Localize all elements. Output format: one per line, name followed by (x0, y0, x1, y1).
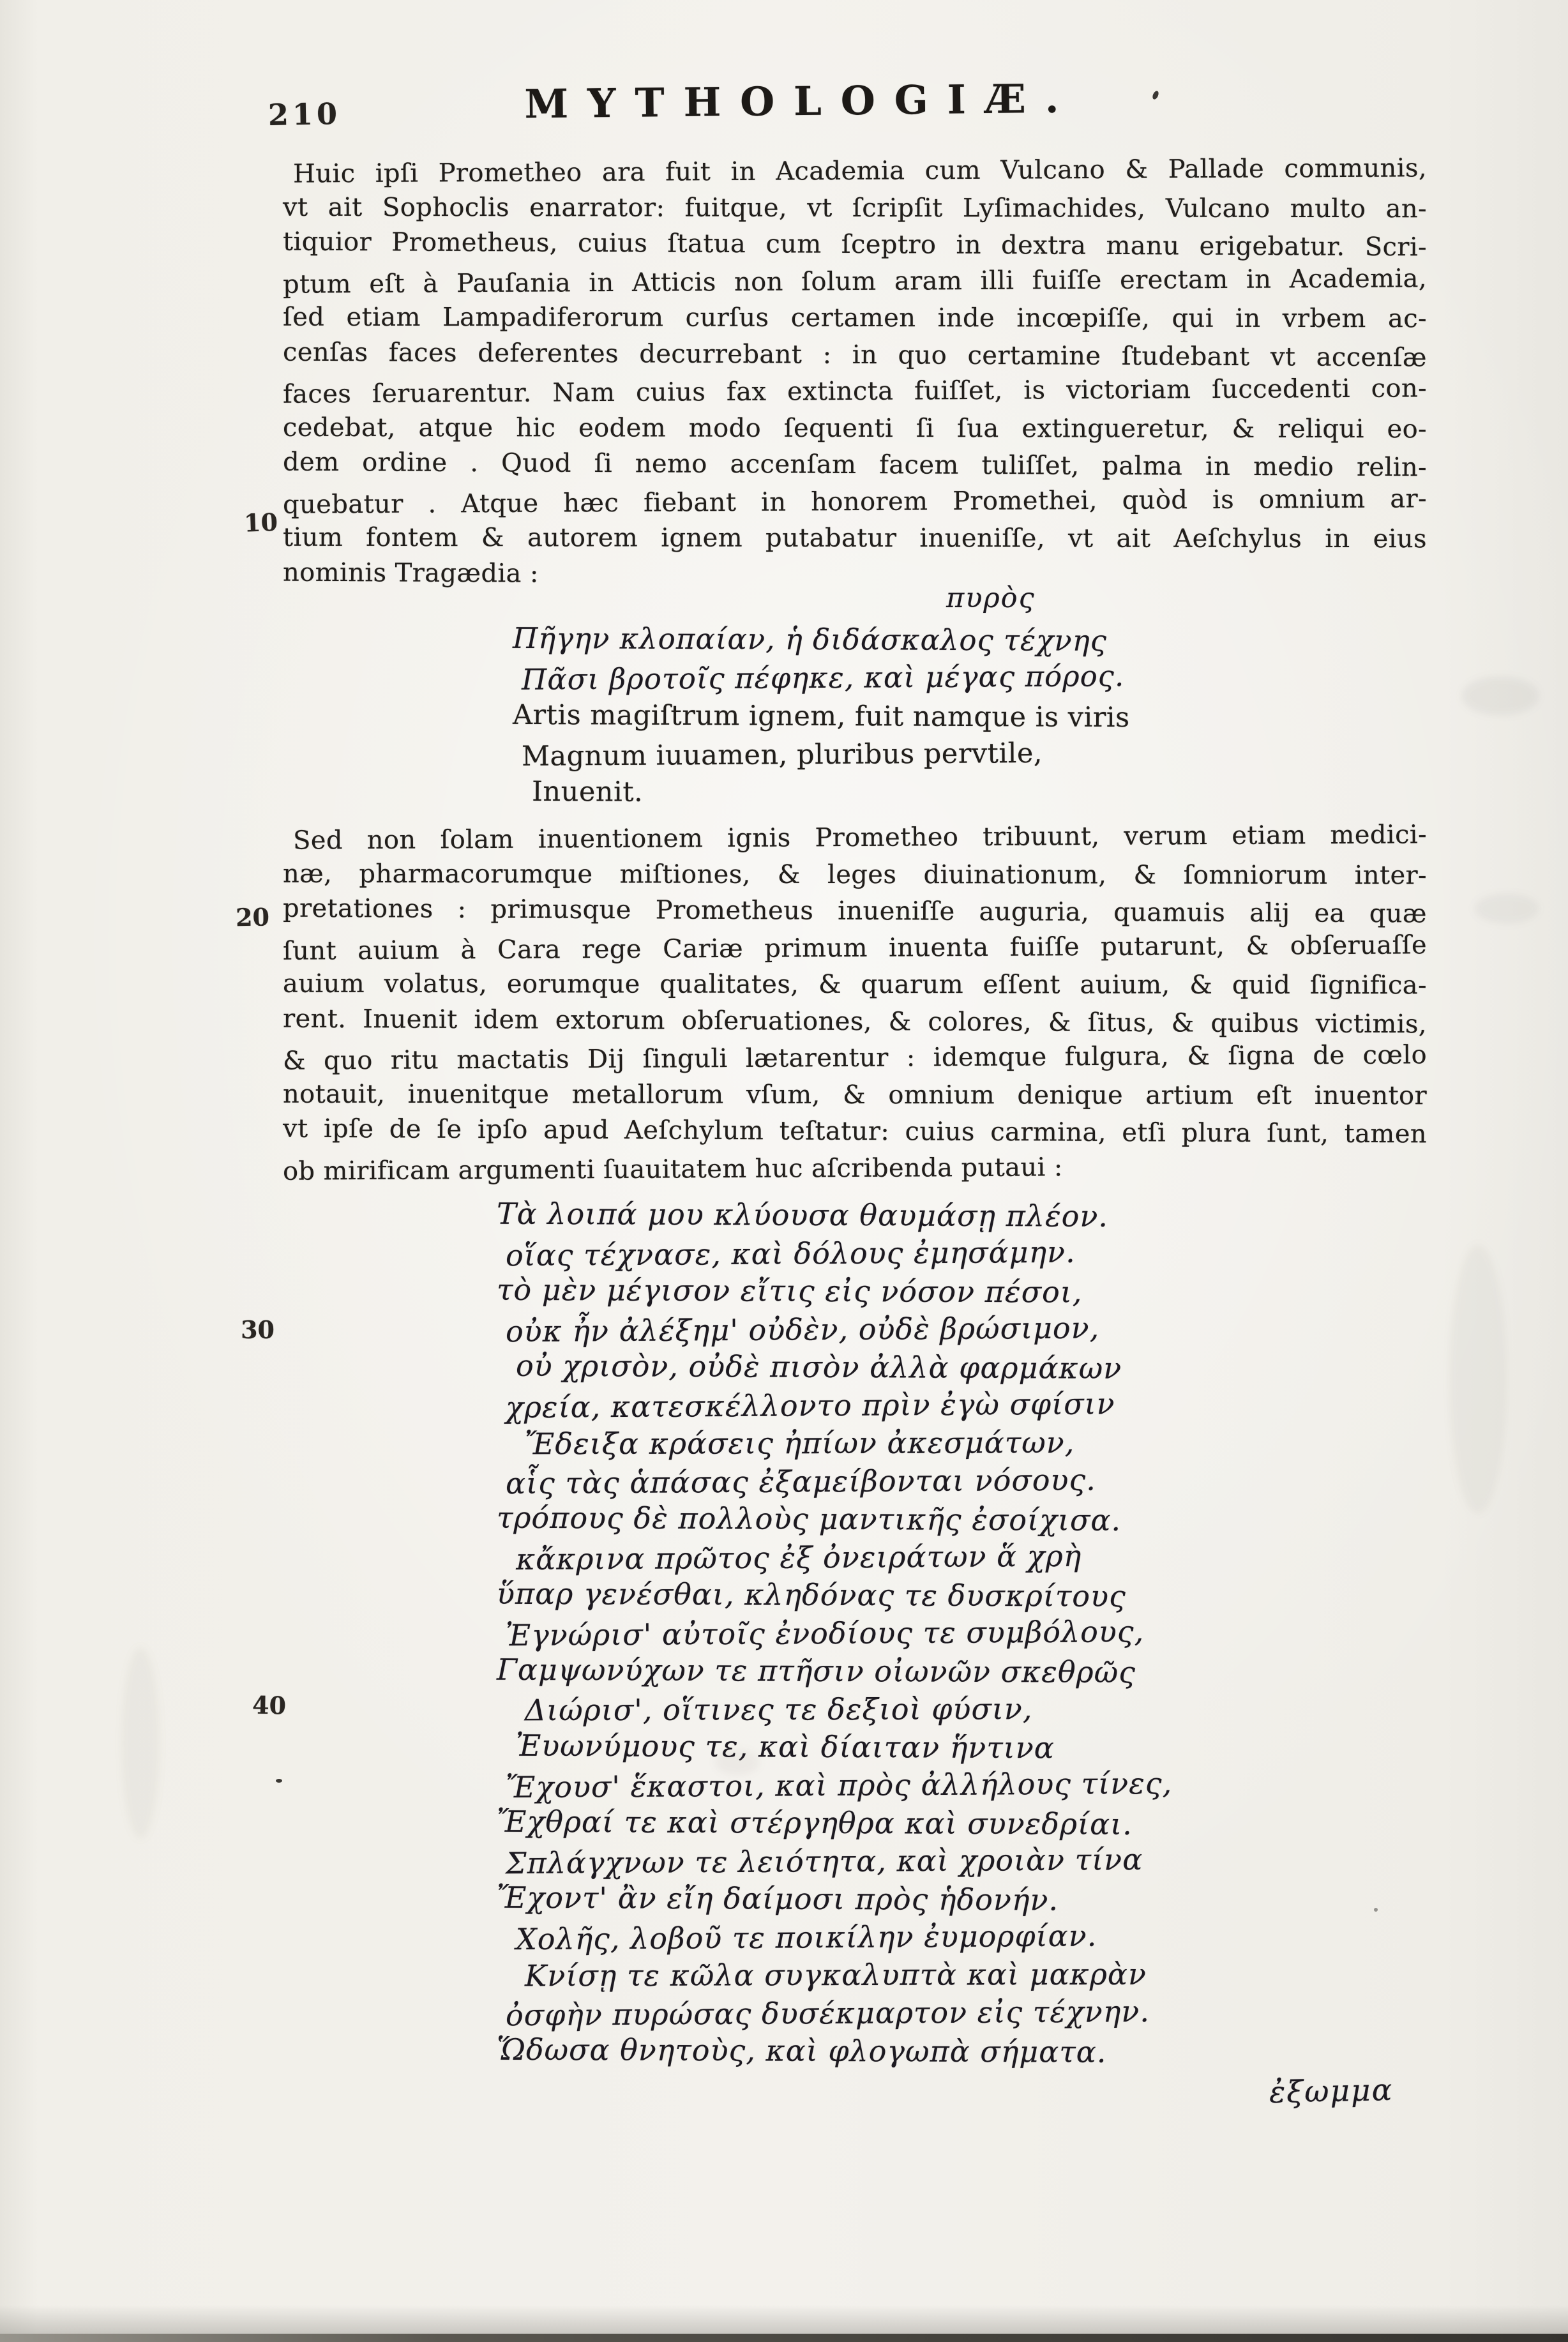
latin-paragraph-1 (283, 153, 1427, 594)
ink-speck (1151, 90, 1159, 100)
text-line: Χολῆς, λοβοῦ τε ποικίλην ἐυμορφίαν. (515, 1918, 1097, 1956)
text-line: Πῆγην κλοπαίαν, ἡ διδάσκαλος τέχνης (512, 621, 1107, 658)
text-line: Inuenit. (531, 775, 644, 808)
text-line: Ἔχουσ' ἕκαστοι, καὶ πρὸς ἀλλήλους τίνες, (505, 1765, 1173, 1804)
text-line: ὕπαρ γενέσθαι, κληδόνας τε δυσκρίτους (496, 1576, 1126, 1613)
bleedthrough-smudge (1449, 1245, 1507, 1513)
text-line: & quo ritu mactatis Dij ſinguli lætarentur : idemque fulgura, & ſigna de cœlo (282, 1040, 1428, 1076)
text-line: ſed etiam Lampadiferorum curſus certamen inde incœpiſſe, qui in vrbem ac- (282, 302, 1428, 334)
text-line: rent. Inuenit idem extorum obſeruationes, & colores, & ſitus, & quibus victimis, (282, 1004, 1428, 1039)
text-line: dem ordine . Quod ſi nemo accenſam facem tuliſſet, palma in medio relin- (282, 447, 1428, 483)
text-line: Διώρισ', οἵτινες τε δεξιοὶ φύσιν, (524, 1691, 1033, 1727)
margin-line-number-40: 40 (252, 1690, 287, 1720)
text-line: nominis Tragædia : (282, 557, 539, 589)
ink-speck (276, 1779, 282, 1783)
text-line: Σπλάγχνων τε λειότητα, καὶ χροιὰν τίνα (505, 1841, 1143, 1880)
text-line: οὐκ ἦν ἀλέξημ' οὐδὲν, οὐδὲ βρώσιμον, (505, 1310, 1100, 1349)
bleedthrough-smudge (1475, 894, 1539, 923)
text-line: cedebat, atque hic eodem modo ſequenti ſi ſua extingueretur, & reliqui eo- (282, 412, 1428, 444)
scan-edge (0, 2334, 1568, 2342)
aeschylus-quote-short (513, 621, 1130, 812)
text-line: τρόπους δὲ πολλοὺς μαντικῆς ἐσοίχισα. (496, 1500, 1122, 1537)
aeschylus-quote-long (497, 1197, 1172, 2071)
text-line: ptum eſt à Pauſania in Atticis non ſolum aram illi fuiſſe erectam in Academia, (282, 263, 1428, 299)
ink-speck (1374, 1908, 1378, 1912)
text-line: cenſas faces deferentes decurrebant : in quo certamine ſtudebant vt accenſæ (282, 337, 1428, 372)
text-line: Ἐυωνύμους τε, καὶ δίαιταν ἥντινα (515, 1728, 1055, 1765)
text-line: vt ipſe de ſe ipſo apud Aeſchylum teſtatur: cuius carmina, etſi plura ſunt, tamen (282, 1114, 1428, 1149)
text-line: Πᾶσι βροτοῖς πέφηκε, καὶ μέγας πόρος. (521, 659, 1125, 697)
text-line: quebatur . Atque hæc fiebant in honorem Promethei, quòd is omnium ar- (282, 483, 1428, 520)
text-line: Ἔχθραί τε καὶ στέργηθρα καὶ συνεδρίαι. (496, 1804, 1133, 1842)
text-line: Ἔχοντ' ἂν εἴη δαίμοσι πρὸς ἡδονήν. (496, 1880, 1059, 1917)
text-line: τὸ μὲν μέγισον εἴτις εἰς νόσον πέσοι, (496, 1272, 1083, 1310)
text-line: tium fontem & autorem ignem putabatur inueniſſe, vt ait Aeſchylus in eius (282, 522, 1428, 554)
text-line: Magnum iuuamen, pluribus pervtile, (521, 737, 1043, 773)
text-line: ὀσφὴν πυρώσας δυσέκμαρτον εἰς τέχνην. (505, 1993, 1150, 2032)
text-line: ſunt auium à Cara rege Cariæ primum inuenta fuiſſe putarunt, & obſeruaſſe (282, 930, 1428, 966)
text-line: χρεία, κατεσκέλλοντο πρὶν ἐγὼ σφίσιν (505, 1386, 1115, 1424)
text-line: Artis magiſtrum ignem, fuit namque is viris (512, 699, 1130, 734)
text-line: Τὰ λοιπά μου κλύουσα θαυμάσῃ πλέον. (496, 1196, 1109, 1234)
margin-line-number-20: 20 (235, 902, 270, 932)
text-line: Κνίσῃ τε κῶλα συγκαλυπτὰ καὶ μακρὰν (524, 1956, 1147, 1993)
running-title: MYTHOLOGIÆ. (524, 75, 1078, 128)
text-line: ob mirificam argumenti ſuauitatem huc aſcribenda putaui : (282, 1152, 1063, 1186)
text-line: Γαμψωνύχων τε πτῆσιν οἰωνῶν σκεθρῶς (496, 1652, 1136, 1690)
scan-edge-shadow (0, 2305, 1568, 2334)
text-line: pretationes : primusque Prometheus inueniſſe auguria, quamuis alij ea quæ (282, 893, 1428, 929)
text-line: Ἐγνώρισ' αὐτοῖς ἐνοδίους τε συμβόλους, (505, 1613, 1145, 1652)
text-line: Sed non ſolam inuentionem ignis Prometheo tribuunt, verum etiam medici- (292, 820, 1428, 856)
latin-paragraph-2 (283, 820, 1427, 1187)
text-line: κἄκρινα πρῶτος ἐξ ὀνειράτων ἅ χρὴ (515, 1538, 1082, 1576)
bleedthrough-smudge (121, 1647, 160, 1839)
text-line: Ἔδειξα κράσεις ἠπίων ἀκεσμάτων, (524, 1425, 1075, 1462)
text-line: auium volatus, eorumque qualitates, & quarum eſſent auium, & quid ſignifica- (282, 969, 1428, 1001)
text-line: αἷς τὰς ἁπάσας ἐξαμείβονται νόσους. (505, 1462, 1096, 1500)
page-number: 210 (268, 96, 342, 132)
text-line: faces ſeruarentur. Nam cuius fax extincta fuiſſet, is victoriam ſuccedenti con- (282, 374, 1428, 409)
text-line: notauit, inuenitque metallorum vſum, & omnium denique artium eſt inuentor (282, 1079, 1428, 1110)
text-line: Huic ipſi Prometheo ara fuit in Academia cum Vulcano & Pallade communis, (292, 153, 1428, 189)
text-line: οἵας τέχνασε, καὶ δόλους ἐμησάμην. (505, 1234, 1076, 1273)
text-line: Ὥδωσα θνητοὺς, καὶ φλογωπὰ σήματα. (496, 2032, 1107, 2069)
text-line: tiquior Prometheus, cuius ſtatua cum ſceptro in dextra manu erigebatur. Scri- (282, 227, 1428, 262)
text-line: næ, pharmacorumque miſtiones, & leges diuinationum, & ſomniorum inter- (282, 859, 1428, 890)
margin-line-number-10: 10 (243, 507, 278, 538)
catchword: ἐξωμμα (1269, 2072, 1394, 2111)
bleedthrough-smudge (1462, 677, 1539, 715)
text-line: οὐ χρισὸν, οὐδὲ πισὸν ἀλλὰ φαρμάκων (515, 1348, 1122, 1386)
text-line: vt ait Sophoclis enarrator: fuitque, vt ſcripſit Lyſimachides, Vulcano multo an- (282, 192, 1428, 223)
margin-line-number-30: 30 (241, 1315, 275, 1344)
interjected-greek-word: πυρὸς (946, 582, 1036, 614)
